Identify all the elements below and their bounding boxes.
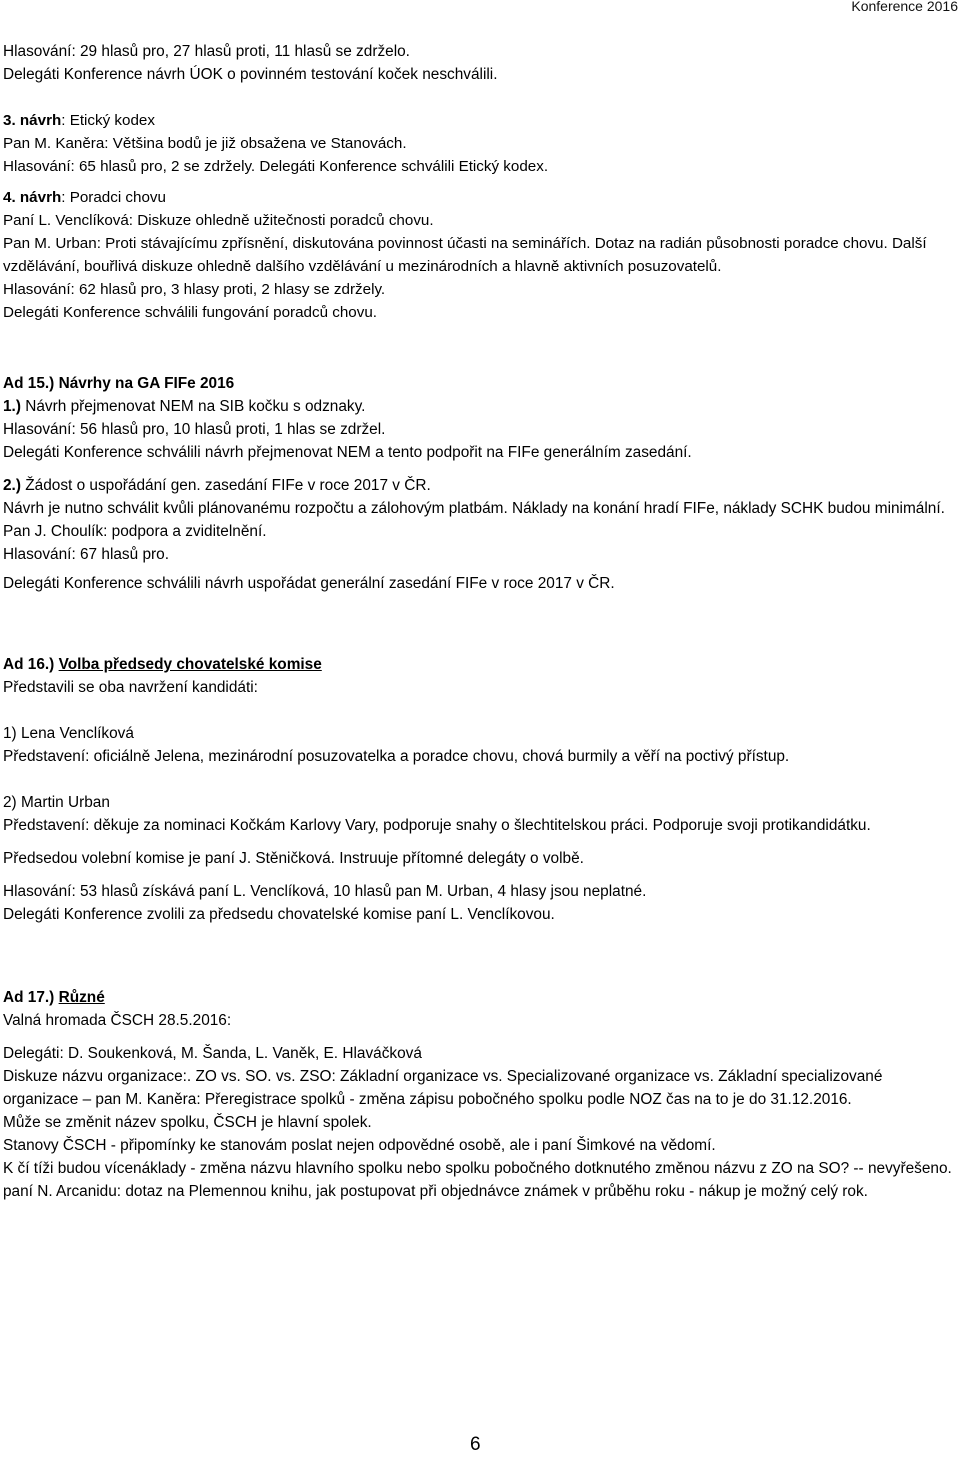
proposal-4-keyword: návrh bbox=[19, 189, 62, 206]
item-15-2-comment: Návrh je nutno schválit kvůli plánovanému rozpočtu a zálohovým platbám. Náklady na konání hradí FIFe, náklady SCHK budou minimální. bbox=[3, 500, 945, 517]
item-15-2-heading bbox=[3, 474, 955, 497]
section-17-note-1: Může se změnit název spolku, ČSCH je hlavní spolek. bbox=[3, 1114, 372, 1131]
vote-line: Hlasování: 29 hlasů pro, 27 hlasů proti, 11 hlasů se zdrželo. bbox=[3, 43, 410, 60]
item-15-2-resolution: Delegáti Konference schválili návrh uspořádat generální zasedání FIFe v roce 2017 v ČR. bbox=[3, 575, 615, 592]
item-15-2-number: 2.) bbox=[3, 477, 21, 494]
section-17-prefix: Ad 17.) bbox=[3, 989, 55, 1006]
section-17-discussion: Diskuze názvu organizace:. ZO vs. SO. vs. ZSO: Základní organizace vs. Specializované organizace vs. Základní specializované organizace – pan M. Kaněra: Přeregistrace spolků - změna zápisu pobočného spolku podle NOZ čas na to je do 31.12.2016. bbox=[3, 1068, 883, 1108]
election-committee: Předsedou volební komise je paní J. Stěničková. Instruuje přítomné delegáty o volbě. bbox=[3, 850, 584, 867]
section-17-title: Různé bbox=[58, 989, 105, 1006]
item-15-1-heading bbox=[3, 395, 955, 418]
proposal-4-comment-1: Paní L. Venclíková: Diskuze ohledně užitečnosti poradců chovu. bbox=[3, 212, 434, 229]
section-17-note-3: K čí tíži budou vícenáklady - změna názvu hlavního spolku nebo spolku pobočného dotknutého změnou názvu z ZO na SO? -- nevyřešeno. bbox=[3, 1160, 952, 1177]
candidate-1-name: 1) Lena Venclíková bbox=[3, 725, 134, 742]
proposal-3-number: 3. bbox=[3, 112, 16, 129]
section-16-resolution: Delegáti Konference zvolili za předsedu chovatelské komise paní L. Venclíkovou. bbox=[3, 906, 555, 923]
section-17-delegates: Delegáti: D. Soukenková, M. Šanda, L. Vaněk, E. Hlaváčková bbox=[3, 1045, 422, 1062]
proposal-4-heading bbox=[3, 186, 955, 209]
section-16-intro: Představili se oba navržení kandidáti: bbox=[3, 679, 258, 696]
proposal-4-number: 4. bbox=[3, 189, 16, 206]
proposal-3-vote: Hlasování: 65 hlasů pro, 2 se zdržely. Delegáti Konference schválili Etický kodex. bbox=[3, 158, 549, 175]
section-16-prefix: Ad 16.) bbox=[3, 656, 55, 673]
proposal-3-heading bbox=[3, 109, 955, 132]
item-15-1-text: Návrh přejmenovat NEM na SIB kočku s odznaky. bbox=[20, 398, 366, 415]
proposal-4-vote: Hlasování: 62 hlasů pro, 3 hlasy proti, 2 hlasy se zdržely. bbox=[3, 281, 386, 298]
candidate-2-description: Představení: děkuje za nominaci Kočkám Karlovy Vary, podporuje snahy o šlechtitelskou práci. Podporuje svoji protikandidátku. bbox=[3, 817, 871, 834]
item-15-1-vote: Hlasování: 56 hlasů pro, 10 hlasů proti, 1 hlas se zdržel. bbox=[3, 421, 386, 438]
proposal-3-title: : Etický kodex bbox=[61, 112, 155, 129]
running-header: Konference 2016 bbox=[851, 0, 958, 14]
item-15-2-support: Pan J. Choulík: podpora a zviditelnění. bbox=[3, 523, 267, 540]
page-number: 6 bbox=[470, 1434, 481, 1455]
section-16-vote: Hlasování: 53 hlasů získává paní L. Venclíková, 10 hlasů pan M. Urban, 4 hlasy jsou neplatné. bbox=[3, 883, 647, 900]
proposal-4-resolution: Delegáti Konference schválili fungování poradců chovu. bbox=[3, 304, 378, 321]
proposal-3-comment: Pan M. Kaněra: Většina bodů je již obsažena ve Stanovách. bbox=[3, 135, 407, 152]
item-15-2-text: Žádost o uspořádání gen. zasedání FIFe v roce 2017 v ČR. bbox=[20, 477, 431, 494]
section-17-intro: Valná hromada ČSCH 28.5.2016: bbox=[3, 1012, 232, 1029]
item-15-1-resolution: Delegáti Konference schválili návrh přejmenovat NEM a tento podpořit na FIFe generálním zasedání. bbox=[3, 444, 692, 461]
section-15-heading: Ad 15.) Návrhy na GA FIFe 2016 bbox=[3, 375, 235, 392]
item-15-2-vote: Hlasování: 67 hlasů pro. bbox=[3, 546, 169, 563]
section-16-title: Volba předsedy chovatelské komise bbox=[58, 656, 322, 673]
document-body bbox=[3, 40, 955, 1203]
candidate-1-description: Představení: oficiálně Jelena, mezinárodní posuzovatelka a poradce chovu, chová burmily a věří na poctivý přístup. bbox=[3, 748, 790, 765]
proposal-3-keyword: návrh bbox=[19, 112, 62, 129]
item-15-1-number: 1.) bbox=[3, 398, 21, 415]
section-17-note-2: Stanovy ČSCH - připomínky ke stanovám poslat nejen odpovědné osobě, ale i paní Šimkové na vědomí. bbox=[3, 1137, 716, 1154]
section-17-note-4: paní N. Arcanidu: dotaz na Plemennou knihu, jak postupovat při objednávce známek v průběhu roku - nákup je možný celý rok. bbox=[3, 1183, 868, 1200]
section-16-heading bbox=[3, 653, 955, 676]
candidate-2-name: 2) Martin Urban bbox=[3, 794, 110, 811]
proposal-4-title: : Poradci chovu bbox=[61, 189, 166, 206]
resolution-line: Delegáti Konference návrh ÚOK o povinném testování koček neschválili. bbox=[3, 66, 498, 83]
section-17-heading bbox=[3, 986, 955, 1009]
proposal-4-comment-2: Pan M. Urban: Proti stávajícímu zpřísnění, diskutována povinnost účasti na seminářích. Dotaz na radián působnosti poradce chovu. Další vzdělávání, bouřlivá diskuze ohledně dalšího vzdělávání u mezinárodních a hlavně aktivních posuzovatelů. bbox=[3, 235, 927, 275]
